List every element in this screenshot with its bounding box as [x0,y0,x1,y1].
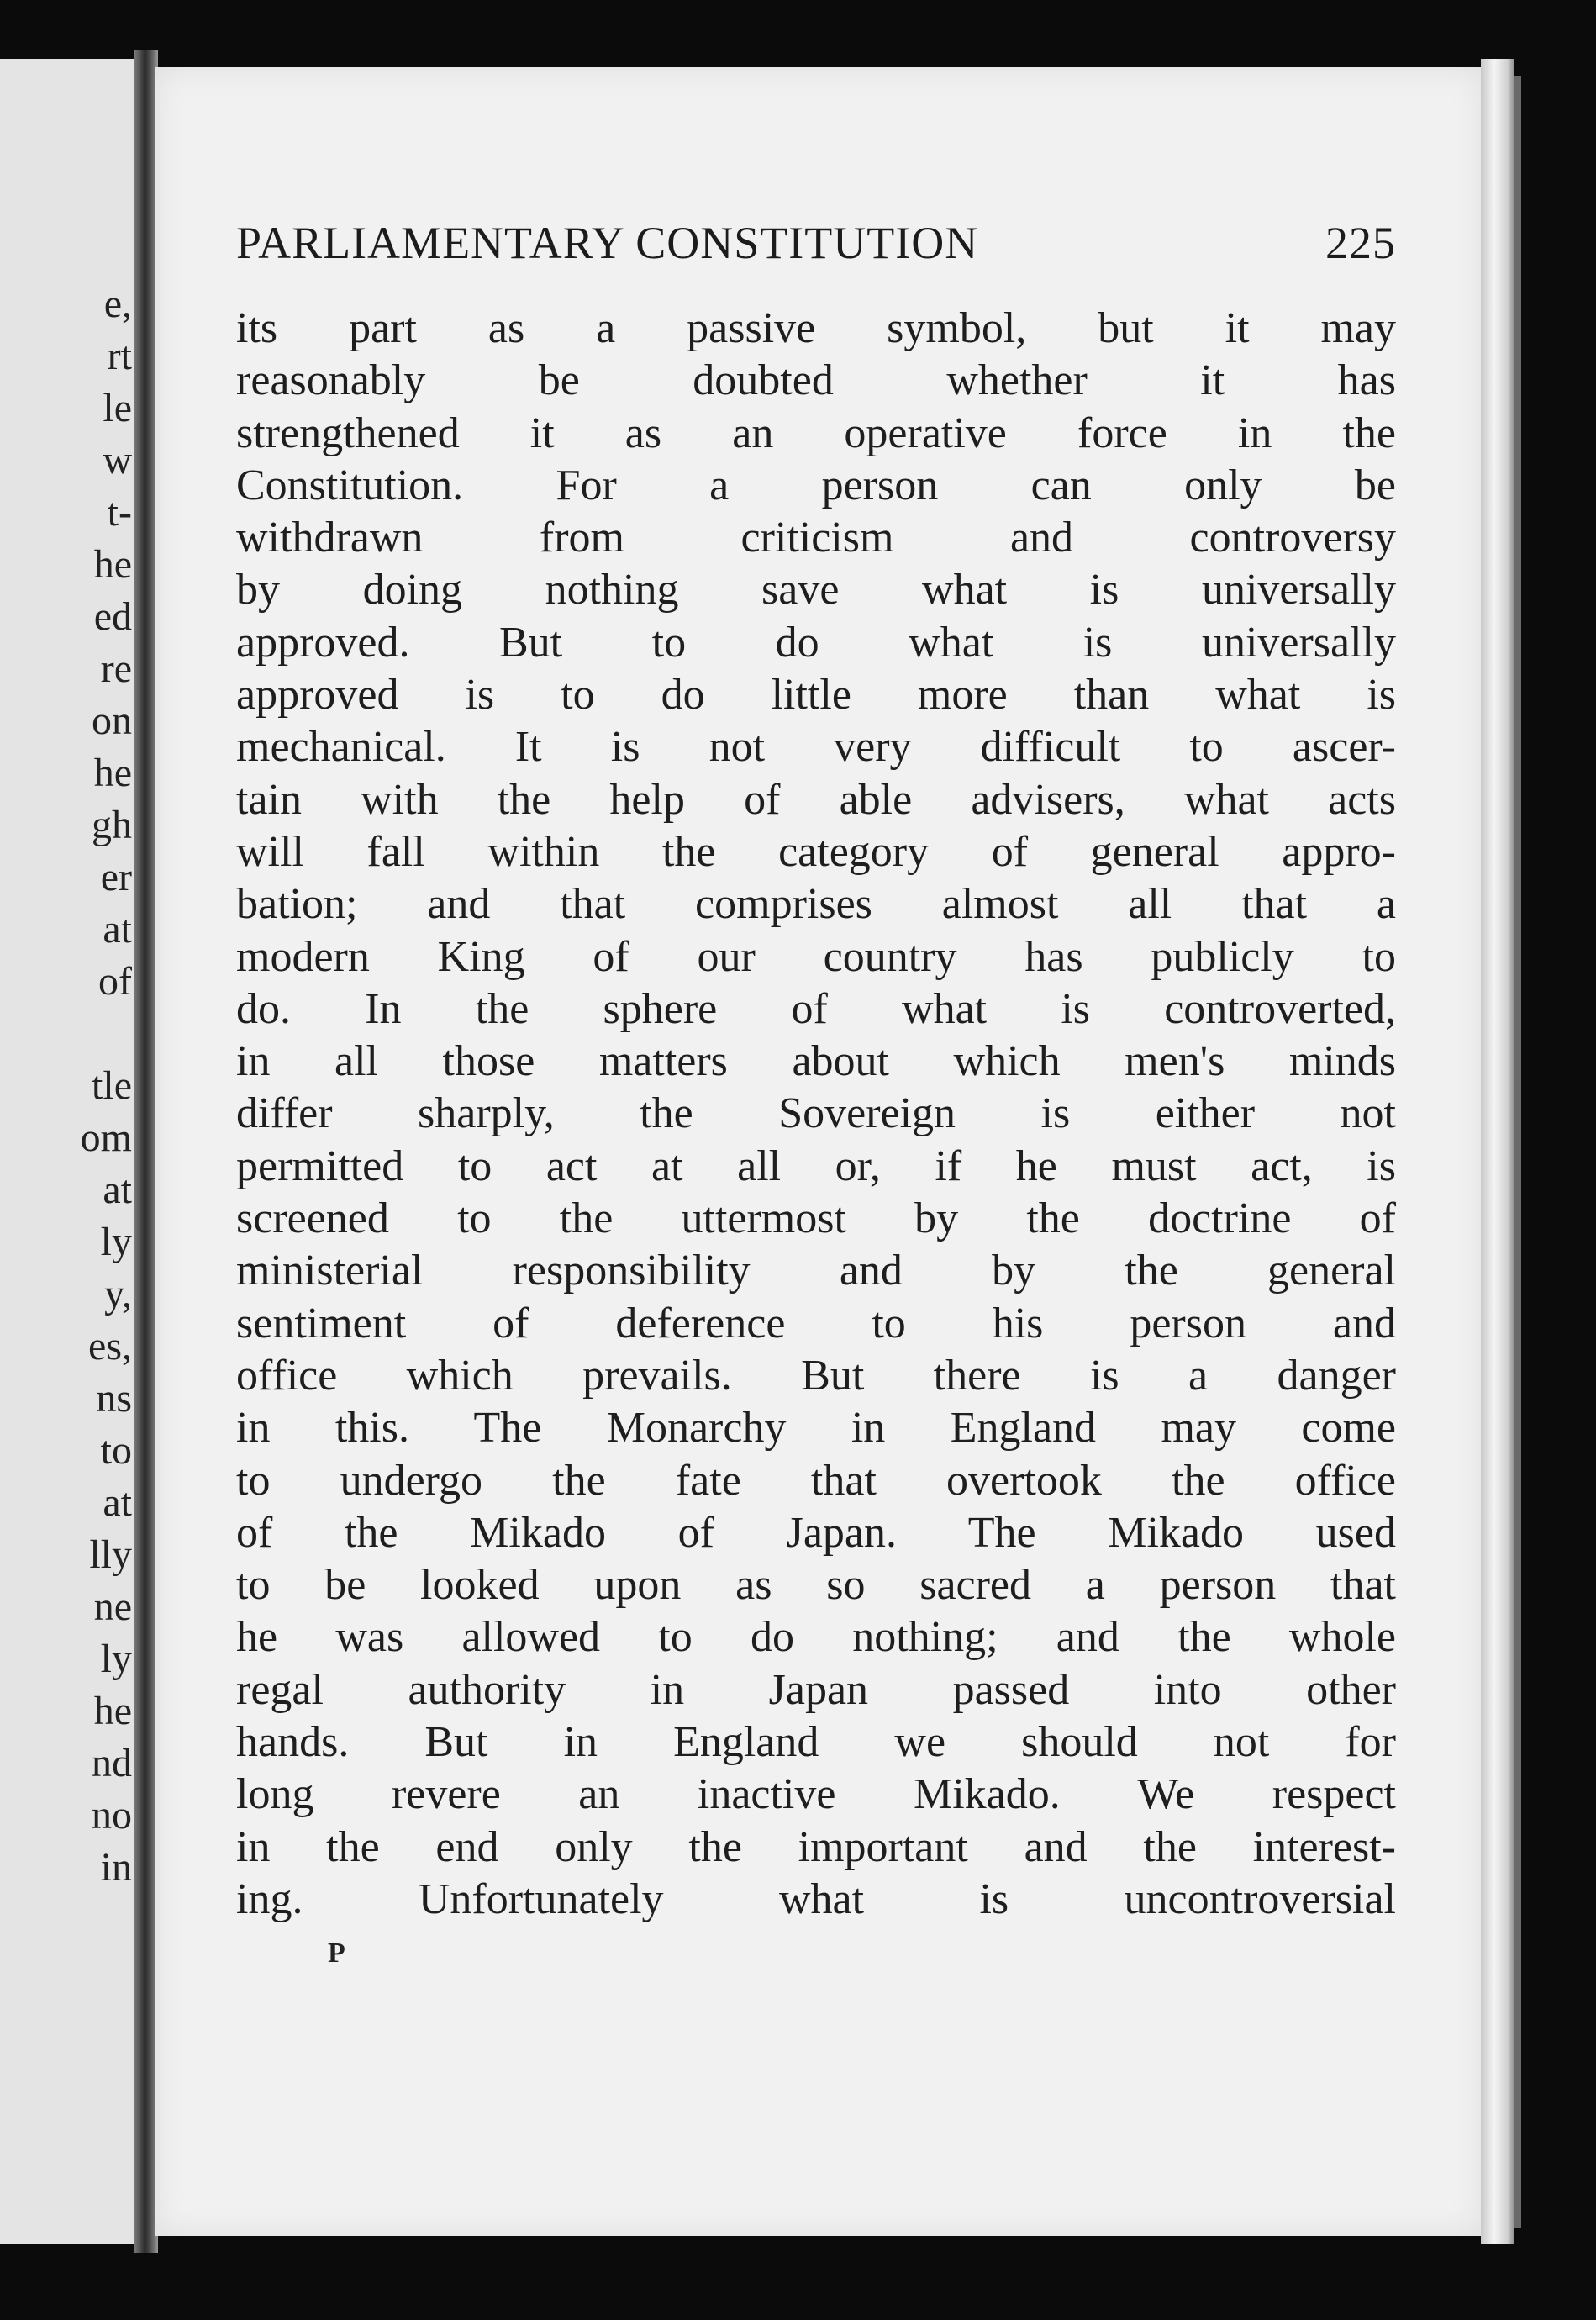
left-fragment: no [92,1793,132,1838]
text-line: to undergo the fate that overtook the office [236,1456,1396,1505]
left-fragment: in [100,1845,132,1890]
text-line: screened to the uttermost by the doctrine of [236,1194,1396,1243]
page-edge [1481,59,1514,2244]
left-fragment: tle [92,1063,132,1108]
left-fragment: w [103,438,132,482]
book-page [155,67,1483,2236]
text-line: ing. Unfortunately what is uncontroversial [236,1874,1396,1923]
left-fragment: he [93,1689,132,1733]
text-line: modern King of our country has publicly to [236,932,1396,981]
text-line: to be looked upon as so sacred a person that [236,1561,1396,1610]
left-fragment: y, [104,1272,132,1316]
left-fragment: he [93,542,132,587]
left-fragment: at [103,1168,132,1212]
left-fragment: ne [93,1584,132,1629]
text-line: ministerial responsibility and by the general [236,1247,1396,1295]
left-fragment: t- [107,490,132,535]
text-line: tain with the help of able advisers, what acts [236,775,1396,824]
text-line: reasonably be doubted whether it has [236,356,1396,405]
signature-mark: P [328,1938,345,1969]
text-line: sentiment of deference to his person and [236,1299,1396,1347]
left-fragment: om [80,1115,132,1160]
text-line: hands. But in England we should not for [236,1718,1396,1767]
left-fragment: to [100,1428,132,1473]
left-fragment: he [93,751,132,795]
text-line: will fall within the category of general appro- [236,827,1396,876]
left-fragment: lly [89,1532,132,1577]
left-fragment: ed [93,594,132,639]
text-line: permitted to act at all or, if he must act, is [236,1142,1396,1190]
text-line: of the Mikado of Japan. The Mikado used [236,1508,1396,1557]
text-line: approved is to do little more than what is [236,671,1396,720]
text-line: its part as a passive symbol, but it may [236,304,1396,352]
text-line: Constitution. For a person can only be [236,461,1396,509]
text-line: approved. But to do what is universally [236,618,1396,667]
left-fragment: er [100,855,132,899]
page-edge-shadow [1514,76,1521,2228]
left-fragment: ly [100,1220,132,1264]
left-fragment: rt [107,334,132,378]
left-fragment: e, [103,282,132,326]
left-fragment: ns [96,1376,132,1421]
text-line: in all those matters about which men's minds [236,1037,1396,1086]
previous-page-fragment [0,59,147,2244]
body-text [236,303,1396,1926]
left-fragment: es, [88,1324,132,1368]
left-fragment: of [98,959,132,1004]
left-fragment: on [92,699,132,743]
text-line: by doing nothing save what is universally [236,566,1396,614]
text-line: in this. The Monarchy in England may come [236,1404,1396,1453]
text-line: in the end only the important and the interest- [236,1822,1396,1871]
text-line: withdrawn from criticism and controversy [236,514,1396,562]
text-line: office which prevails. But there is a danger [236,1351,1396,1400]
left-fragment: at [103,907,132,952]
text-line: he was allowed to do nothing; and the whole [236,1613,1396,1662]
text-line: differ sharply, the Sovereign is either not [236,1089,1396,1138]
text-line: do. In the sphere of what is controverted, [236,984,1396,1033]
left-fragment: at [103,1480,132,1525]
left-fragment: ly [100,1637,132,1681]
book-gutter [134,50,158,2253]
text-line: mechanical. It is not very difficult to ascer- [236,723,1396,772]
text-line: bation; and that comprises almost all that a [236,880,1396,929]
page-number: 225 [1325,218,1396,268]
running-head-title: PARLIAMENTARY CONSTITUTION [236,218,979,268]
text-line: long revere an inactive Mikado. We respect [236,1770,1396,1819]
left-fragment: nd [92,1741,132,1785]
left-fragment: gh [92,803,132,847]
running-head [236,217,1396,276]
text-line: regal authority in Japan passed into other [236,1665,1396,1714]
left-fragment: le [103,386,132,430]
left-fragment: re [100,646,132,691]
text-line: strengthened it as an operative force in the [236,409,1396,457]
